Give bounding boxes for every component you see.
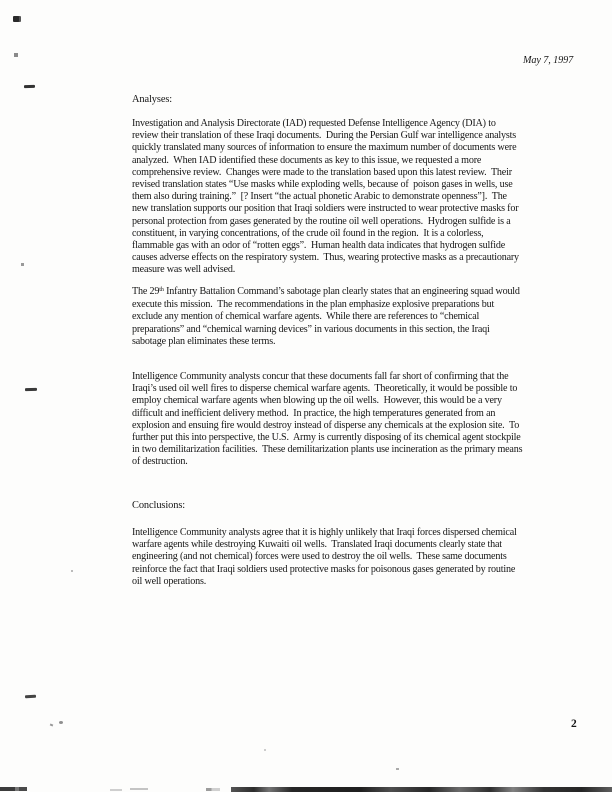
scan-artifact-dot [264, 749, 266, 751]
scan-artifact-dot [71, 570, 73, 572]
text-line: review their translation of these Iraqi documents. During the Persian Gulf war intelligence analysts [132, 130, 517, 142]
text-line: exclude any mention of chemical warfare agents. While there are references to “chemical [132, 311, 480, 323]
text-line: them also during training.” [? Insert “the actual phonetic Arabic to demonstrate openness”]. The [132, 191, 507, 203]
text-line: Iraqi’s used oil well fires to disperse chemical warfare agents. Theoretically, it would be possible to [132, 383, 518, 395]
text-line: further put this into perspective, the U.S. Army is currently disposing of its chemical agent stockpile [132, 432, 521, 444]
scan-artifact-speck [50, 724, 54, 727]
text-line: measure was well advised. [132, 264, 236, 276]
text-line: comprehensive review. Changes were made to the translation based upon this latest review. Their [132, 166, 512, 178]
scan-artifact-edge-line [231, 787, 612, 792]
text-line: causes adverse effects on the respiratory system. Thus, wearing protective masks as a precautionary [132, 252, 519, 264]
conclusions-paragraph-1 [132, 527, 517, 588]
scan-artifact-edge-line [206, 788, 220, 791]
scan-artifact-speck [59, 721, 63, 724]
scan-artifact-dot [21, 263, 24, 266]
text-line: constituent, in varying concentrations, of the crude oil found in the region. It is a colorless, [132, 227, 484, 239]
text-line: Intelligence Community analysts agree that it is highly unlikely that Iraqi forces dispersed chemical [132, 527, 517, 538]
text-line: preparations” and “chemical warning devices” in various documents in this section, the Iraqi [132, 323, 490, 335]
text-line: Investigation and Analysis Directorate (IAD) requested Defense Intelligence Agency (DIA) to [132, 118, 496, 129]
text-line: oil well operations. [132, 575, 207, 587]
text-line: employ chemical warfare agents when blowing up the oil wells. However, this would be a very [132, 395, 502, 407]
text-line: engineering (and not chemical) forces were used to destroy the oil wells. These same documents [132, 551, 507, 563]
scan-artifact-dash [25, 388, 37, 391]
text-line: difficult and inefficient delivery method. In practice, the high temperatures generated from an [132, 407, 496, 419]
text-line: warfare agents while destroying Kuwaiti oil wells. Translated Iraqi documents clearly state that [132, 539, 502, 551]
scan-artifact-edge-line [130, 788, 148, 790]
text-line: analyzed. When IAD identified these documents as key to this issue, we requested a more [132, 154, 482, 166]
page-number: 2 [571, 718, 577, 730]
conclusions-heading: Conclusions: [132, 500, 186, 511]
text-line: The 29th Infantry Battalion Command’s sabotage plan clearly states that an engineering squad would [132, 286, 520, 297]
text-line: explosion and ensuing fire would destroy instead of disperse any chemicals at the explosion site. To [132, 419, 520, 431]
text-line: quickly translated many sources of information to ensure the maximum number of documents were [132, 142, 517, 154]
text-line: execute this mission. The recommendations in the plan emphasize explosive preparations but [132, 299, 495, 311]
scan-artifact-blob [14, 53, 18, 57]
scan-artifact-dot [396, 768, 399, 770]
analyses-paragraph-2 [132, 286, 520, 348]
text-line: in two demilitarization facilities. These demilitarization plants use incineration as the primary means [132, 444, 523, 456]
scan-artifact-dash [25, 695, 36, 698]
scan-artifact-blob [13, 16, 19, 22]
text-line: Intelligence Community analysts concur that these documents fall far short of confirming that the [132, 371, 509, 382]
text-line: sabotage plan eliminates these terms. [132, 335, 276, 347]
document-date: May 7, 1997 [523, 55, 574, 66]
analyses-paragraph-1 [132, 118, 519, 277]
text-line: revised translation states “Use masks while exploding wells, because of poison gases in wells, use [132, 179, 513, 191]
scan-artifact-edge-line [0, 787, 27, 791]
scan-artifact-edge-line [110, 789, 122, 791]
scan-artifact-dash [24, 85, 35, 88]
analyses-paragraph-3 [132, 371, 522, 469]
text-line: of destruction. [132, 456, 188, 468]
text-line: personal protection from gases generated by the routine oil well operations. Hydrogen sulfide is a [132, 215, 511, 227]
text-line: flammable gas with an odor of “rotten eggs”. Human health data indicates that hydrogen sulfide [132, 240, 506, 252]
text-line: reinforce the fact that Iraqi soldiers used protective masks for poisonous gases generated by routine [132, 563, 516, 575]
text-line: new translation supports our position that Iraqi soldiers were instructed to wear protective masks for [132, 203, 519, 215]
analyses-heading: Analyses: [132, 94, 173, 105]
